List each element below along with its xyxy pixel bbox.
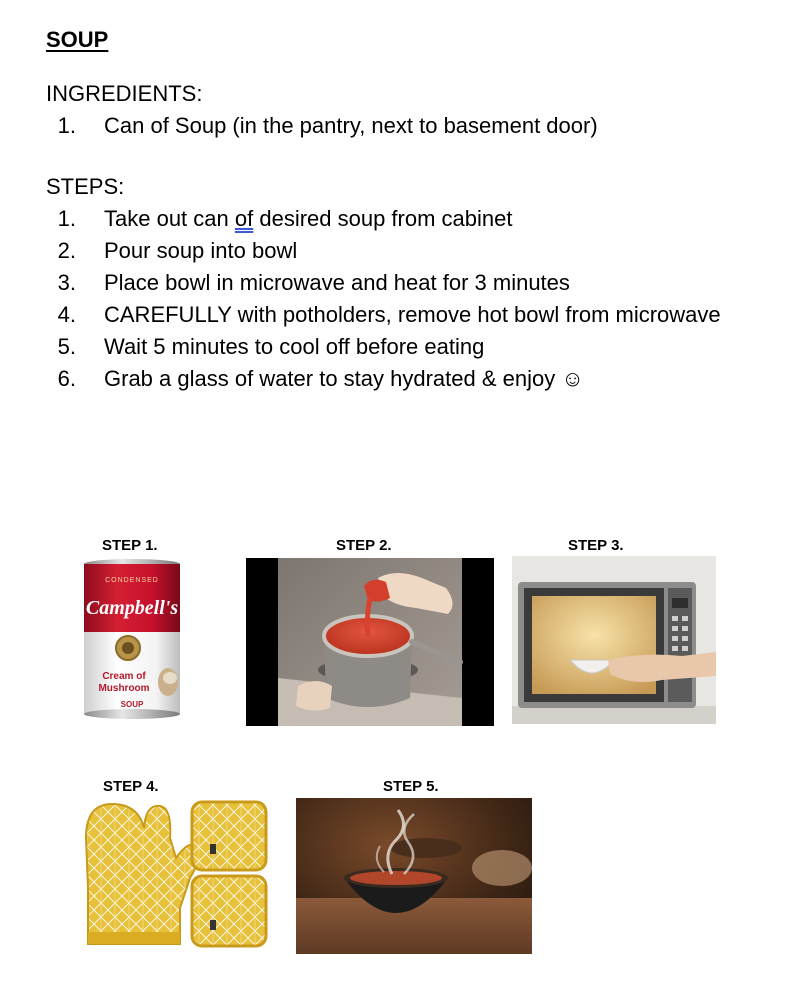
list-item-text: Take out can xyxy=(104,206,235,231)
step1-label: STEP 1. xyxy=(102,537,158,554)
step4-label: STEP 4. xyxy=(103,778,159,795)
step5-label: STEP 5. xyxy=(383,778,439,795)
list-item-text: Grab a glass of water to stay hydrated & enjoy ☺ xyxy=(104,366,584,391)
spellcheck-underlined-word[interactable]: of xyxy=(234,206,254,231)
step2-pouring-soup-image[interactable] xyxy=(246,558,494,726)
list-number: 5. xyxy=(57,334,76,359)
can-soup-text: SOUP xyxy=(120,700,144,709)
ingredients-list xyxy=(46,110,598,142)
steps-heading: STEPS: xyxy=(46,174,125,199)
step3-label: STEP 3. xyxy=(568,537,624,554)
steps-list xyxy=(46,203,721,395)
step4-potholders-image[interactable] xyxy=(80,798,270,952)
list-item xyxy=(46,203,721,235)
list-item xyxy=(46,331,721,363)
ingredients-heading: INGREDIENTS: xyxy=(46,81,203,106)
can-condensed-text: CONDENSED xyxy=(105,577,159,584)
list-item xyxy=(46,110,598,142)
step3-microwave-image[interactable] xyxy=(512,556,716,724)
can-brand-text: Campbell's xyxy=(85,597,179,619)
list-item-text: Place bowl in microwave and heat for 3 minutes xyxy=(104,270,570,295)
list-item-text: Can of Soup (in the pantry, next to basement door) xyxy=(104,113,598,138)
step1-soup-can-image[interactable] xyxy=(80,558,184,720)
list-number: 2. xyxy=(57,238,76,263)
list-item xyxy=(46,363,721,395)
list-number: 1. xyxy=(57,206,76,231)
list-item-text: desired soup from cabinet xyxy=(253,206,513,231)
list-item xyxy=(46,299,721,331)
step2-label: STEP 2. xyxy=(336,537,392,554)
list-item-text: Wait 5 minutes to cool off before eating xyxy=(104,334,485,359)
list-number: 3. xyxy=(57,270,76,295)
list-item-text: CAREFULLY with potholders, remove hot bowl from microwave xyxy=(104,302,721,327)
recipe-title: SOUP xyxy=(46,27,109,52)
can-flavor-line2: Mushroom xyxy=(98,683,150,694)
list-item-text: Pour soup into bowl xyxy=(104,238,298,263)
list-number: 4. xyxy=(57,302,76,327)
list-number: 1. xyxy=(57,113,76,138)
list-number: 6. xyxy=(57,366,76,391)
can-flavor-line1: Cream of xyxy=(102,671,146,682)
step5-steaming-bowl-image[interactable] xyxy=(296,798,532,954)
list-item xyxy=(46,235,721,267)
list-item xyxy=(46,267,721,299)
